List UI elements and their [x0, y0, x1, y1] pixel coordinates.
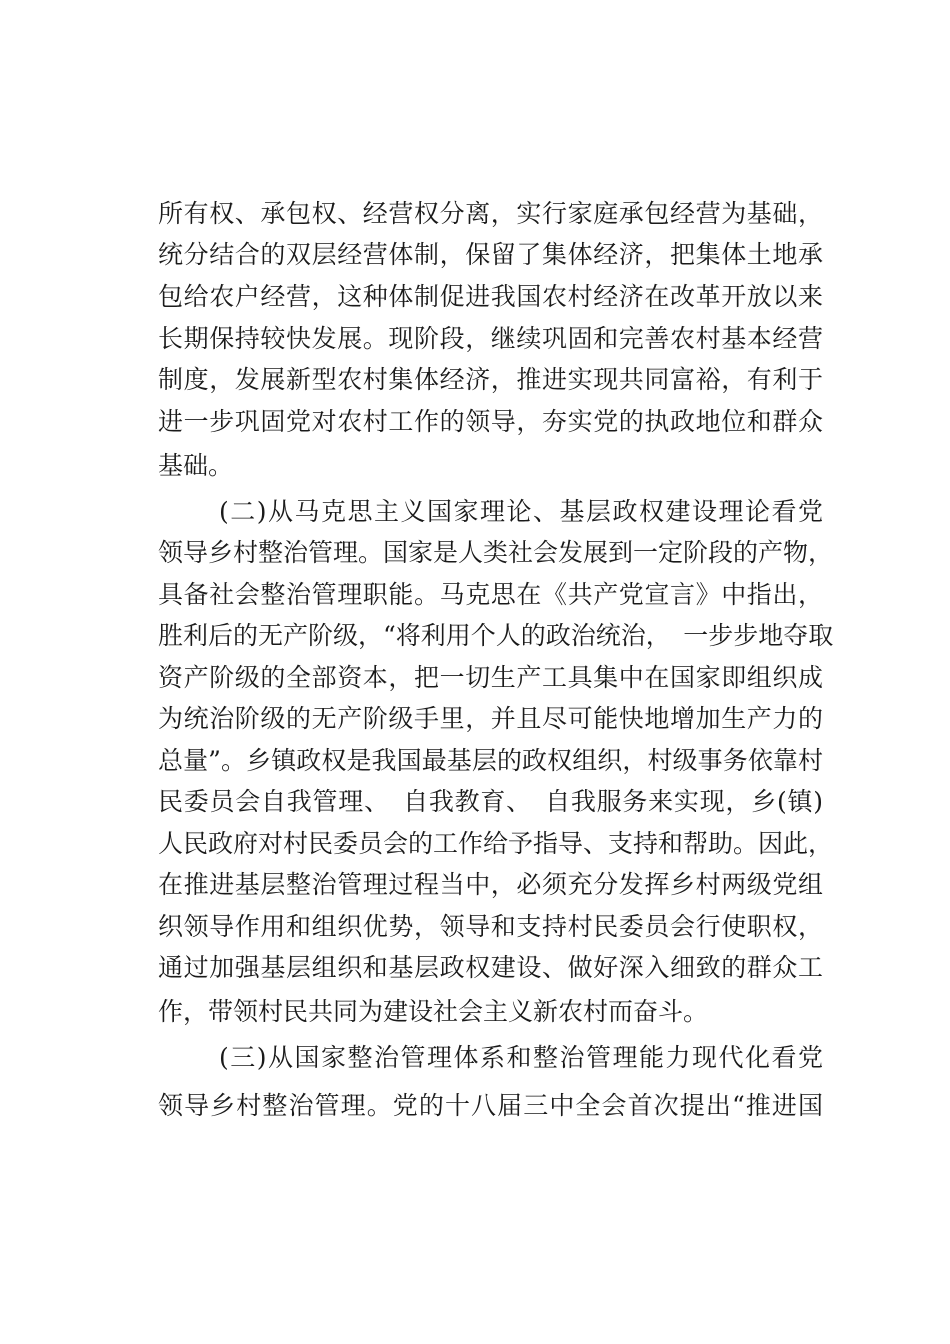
- text-line: 在推进基层整治管理过程当中，必须充分发挥乡村两级党组: [158, 870, 823, 899]
- text-line: 作，带领村民共同为建设社会主义新农村而奋斗。: [158, 997, 709, 1026]
- text-line: 人民政府对村民委员会的工作给予指导、支持和帮助。因此，: [158, 829, 834, 858]
- text-line: 胜利后的无产阶级，“将利用个人的政治统治， 一步步地夺取: [158, 621, 834, 650]
- text-line: 资产阶级的全部资本，把一切生产工具集中在国家即组织成: [158, 663, 823, 692]
- text-line: 织领导作用和组织优势，领导和支持村民委员会行使职权，: [158, 912, 823, 941]
- text-line: 制度，发展新型农村集体经济，推进实现共同富裕，有利于: [158, 365, 823, 394]
- text-line: 为统治阶级的无产阶级手里，并且尽可能快地增加生产力的: [158, 704, 823, 733]
- text-line: 包给农户经营，这种体制促进我国农村经济在改革开放以来: [158, 282, 823, 311]
- section-heading-line: (二)从马克思主义国家理论、基层政权建设理论看党: [219, 497, 823, 526]
- text-line: 进一步巩固党对农村工作的领导，夯实党的执政地位和群众: [158, 407, 823, 436]
- text-line: 基础。: [158, 451, 234, 480]
- text-line: 民委员会自我管理、 自我教育、 自我服务来实现，乡(镇): [158, 787, 823, 816]
- section-heading-line: (三)从国家整治管理体系和整治管理能力现代化看党: [219, 1043, 823, 1072]
- text-line: 通过加强基层组织和基层政权建设、做好深入细致的群众工: [158, 953, 823, 982]
- text-line: 所有权、承包权、经营权分离，实行家庭承包经营为基础，: [158, 199, 823, 228]
- text-line: 总量”。乡镇政权是我国最基层的政权组织，村级事务依靠村: [158, 746, 823, 775]
- text-line: 具备社会整治管理职能。马克思在《共产党宣言》中指出，: [158, 580, 823, 609]
- text-line: 领导乡村整治管理。国家是人类社会发展到一定阶段的产物，: [158, 538, 834, 567]
- text-line: 长期保持较快发展。现阶段，继续巩固和完善农村基本经营: [158, 324, 823, 353]
- text-line: 统分结合的双层经营体制，保留了集体经济，把集体土地承: [158, 240, 823, 269]
- text-line: 领导乡村整治管理。党的十八届三中全会首次提出“推进国: [158, 1091, 823, 1120]
